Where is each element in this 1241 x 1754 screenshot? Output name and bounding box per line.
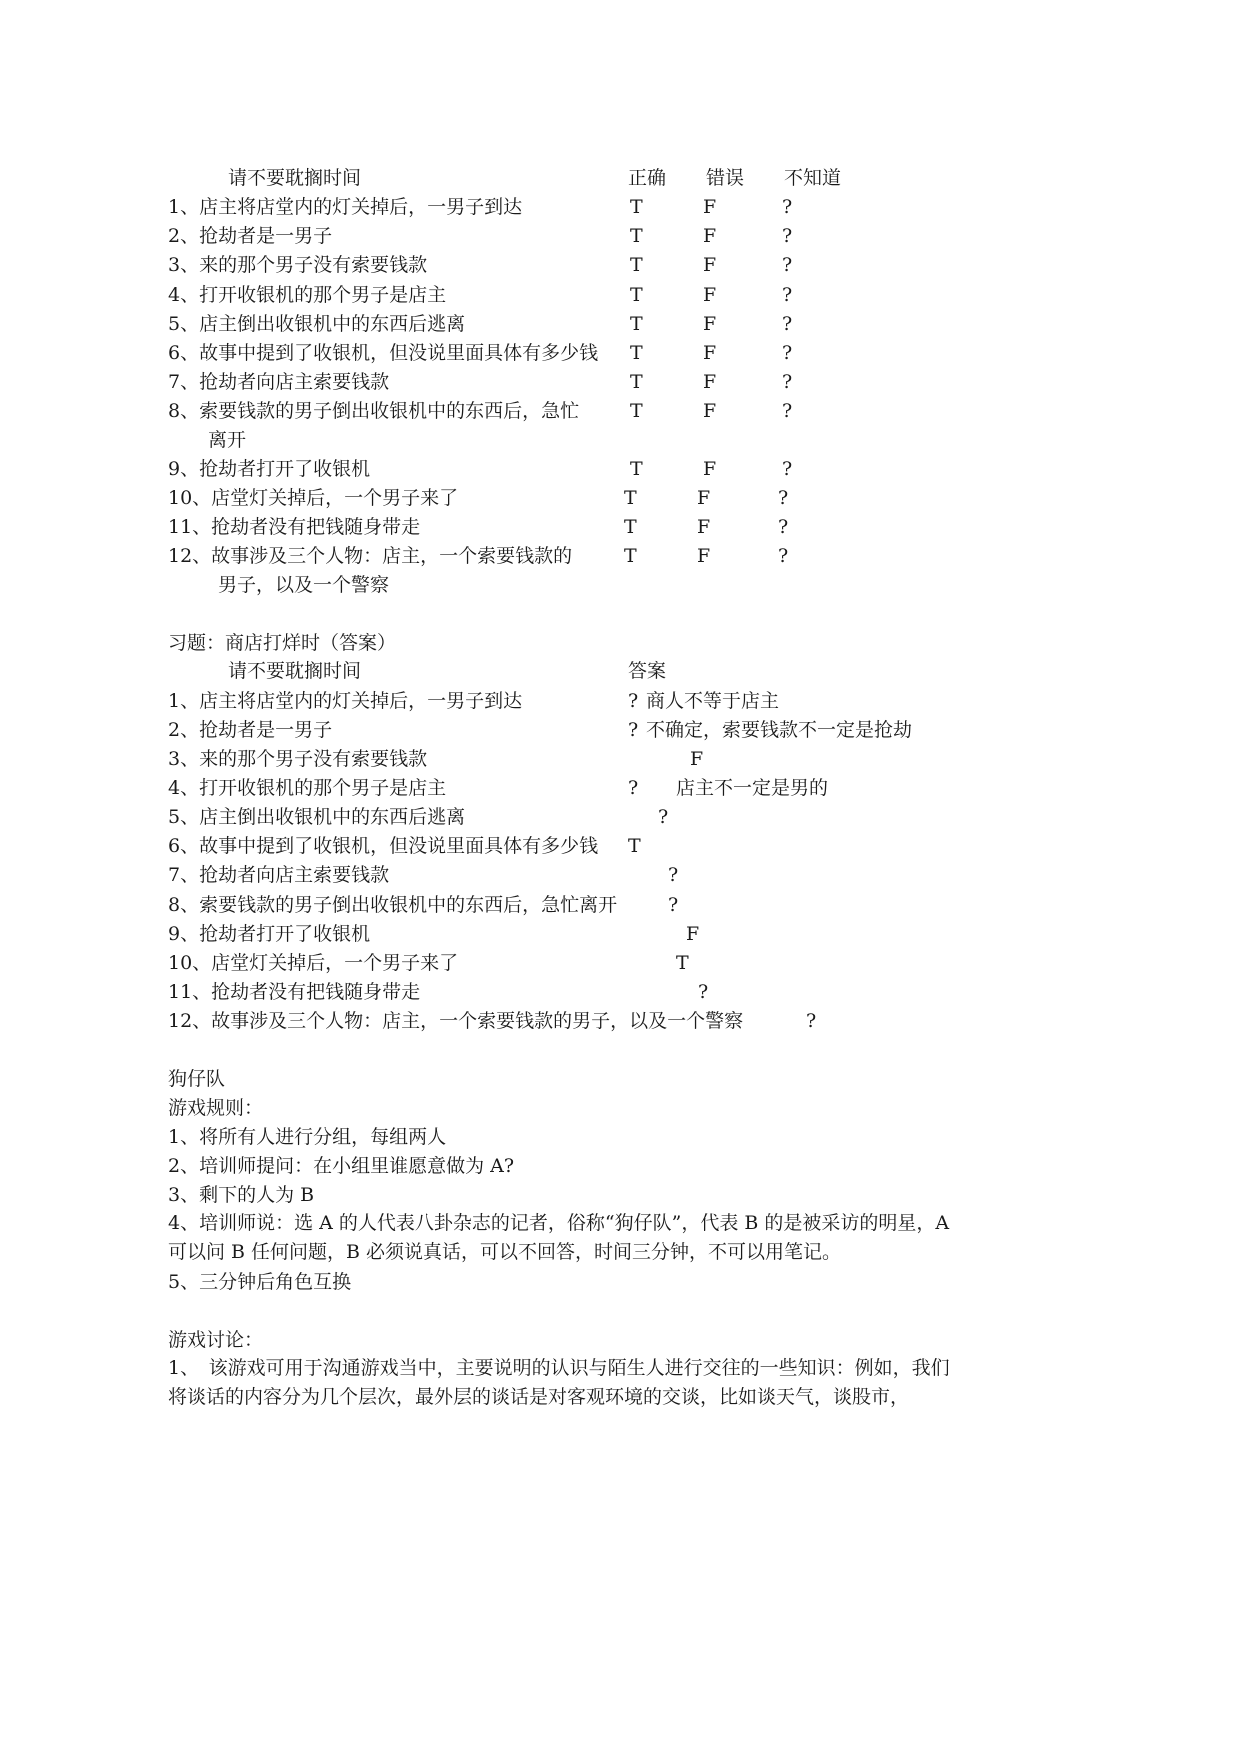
- option-false: F: [703, 254, 717, 276]
- answer-question: 8、索要钱款的男子倒出收银机中的东西后，急忙离开: [168, 894, 618, 916]
- answer-value: ?: [628, 719, 639, 741]
- quiz-question: 10、店堂灯关掉后，一个男子来了: [168, 487, 459, 509]
- option-unknown: ?: [778, 487, 789, 509]
- option-false: F: [697, 487, 711, 509]
- answer-question: 4、打开收银机的那个男子是店主: [168, 777, 447, 799]
- option-unknown: ?: [782, 458, 793, 480]
- option-false: F: [703, 196, 717, 218]
- option-unknown: ?: [782, 371, 793, 393]
- option-true: T: [630, 284, 643, 306]
- quiz-question: 5、店主倒出收银机中的东西后逃离: [168, 313, 466, 335]
- rule-item: 3、剩下的人为 B: [168, 1184, 315, 1206]
- quiz-question: 3、来的那个男子没有索要钱款: [168, 254, 428, 276]
- answer-question: 2、抢劫者是一男子: [168, 719, 333, 741]
- option-false: F: [703, 342, 717, 364]
- answer-value: ?: [658, 806, 669, 828]
- quiz-question: 9、抢劫者打开了收银机: [168, 458, 371, 480]
- quiz-question: 7、抢劫者向店主索要钱款: [168, 371, 390, 393]
- quiz-question: 6、故事中提到了收银机，但没说里面具体有多少钱: [168, 342, 599, 364]
- answers-subtitle: 请不要耽搁时间: [228, 660, 362, 682]
- answer-question: 3、来的那个男子没有索要钱款: [168, 748, 428, 770]
- answer-question: 6、故事中提到了收银机，但没说里面具体有多少钱: [168, 835, 599, 857]
- game-title: 狗仔队: [168, 1068, 226, 1090]
- answer-question: 12、故事涉及三个人物：店主，一个索要钱款的男子，以及一个警察: [168, 1010, 744, 1032]
- rule-item: 1、将所有人进行分组，每组两人: [168, 1126, 447, 1148]
- option-true: T: [630, 313, 643, 335]
- option-unknown: ?: [778, 545, 789, 567]
- rule-item: 2、培训师提问：在小组里谁愿意做为 A?: [168, 1155, 515, 1177]
- option-false: F: [697, 545, 711, 567]
- answer-value: ?: [668, 864, 679, 886]
- answer-value: ?: [806, 1010, 817, 1032]
- option-true: T: [630, 400, 643, 422]
- rule-item: 5、三分钟后角色互换: [168, 1271, 352, 1293]
- option-true: T: [630, 225, 643, 247]
- discussion-paragraph: 1、 该游戏可用于沟通游戏当中，主要说明的认识与陌生人进行交往的一些知识：例如，我们将谈话的内容分为几个层次，最外层的谈话是对客观环境的交谈，比如谈天气，谈股市，: [168, 1357, 950, 1408]
- answer-question: 11、抢劫者没有把钱随身带走: [168, 981, 421, 1003]
- answer-question: 9、抢劫者打开了收银机: [168, 923, 371, 945]
- option-unknown: ?: [782, 342, 793, 364]
- option-false: F: [703, 400, 717, 422]
- answer-value: ?: [628, 777, 639, 799]
- option-true: T: [630, 342, 643, 364]
- option-true: T: [630, 371, 643, 393]
- option-true: T: [624, 516, 637, 538]
- answer-value: ?: [628, 690, 639, 712]
- quiz-question: 8、索要钱款的男子倒出收银机中的东西后，急忙: [168, 400, 580, 422]
- header-wrong: 错误: [706, 167, 745, 189]
- answer-note: 不确定，索要钱款不一定是抢劫: [646, 719, 913, 741]
- answer-value: F: [686, 923, 700, 945]
- answer-note: 店主不一定是男的: [676, 777, 829, 799]
- rules-heading: 游戏规则：: [168, 1097, 264, 1119]
- option-false: F: [703, 225, 717, 247]
- option-unknown: ?: [778, 516, 789, 538]
- option-true: T: [630, 254, 643, 276]
- answer-question: 10、店堂灯关掉后，一个男子来了: [168, 952, 459, 974]
- answers-title: 习题：商店打烊时（答案）: [168, 632, 397, 654]
- answer-question: 1、店主将店堂内的灯关掉后，一男子到达: [168, 690, 523, 712]
- answer-value: T: [676, 952, 689, 974]
- header-unknown: 不知道: [784, 167, 842, 189]
- quiz-question: 4、打开收银机的那个男子是店主: [168, 284, 447, 306]
- quiz-question: 11、抢劫者没有把钱随身带走: [168, 516, 421, 538]
- quiz-question-continued: 离开: [208, 429, 247, 451]
- option-unknown: ?: [782, 284, 793, 306]
- option-false: F: [703, 284, 717, 306]
- option-unknown: ?: [782, 313, 793, 335]
- quiz-question: 12、故事涉及三个人物：店主，一个索要钱款的: [168, 545, 573, 567]
- option-true: T: [624, 487, 637, 509]
- header-correct: 正确: [628, 167, 667, 189]
- quiz-question: 1、店主将店堂内的灯关掉后，一男子到达: [168, 196, 523, 218]
- quiz-question: 2、抢劫者是一男子: [168, 225, 333, 247]
- option-unknown: ?: [782, 400, 793, 422]
- option-false: F: [703, 458, 717, 480]
- option-unknown: ?: [782, 254, 793, 276]
- option-false: F: [697, 516, 711, 538]
- answer-value: F: [690, 748, 704, 770]
- quiz-subtitle: 请不要耽搁时间: [228, 167, 362, 189]
- answer-note: 商人不等于店主: [646, 690, 780, 712]
- answer-value: T: [628, 835, 641, 857]
- option-true: T: [624, 545, 637, 567]
- rule-item: 4、培训师说：选 A 的人代表八卦杂志的记者，俗称“狗仔队”，代表 B 的是被采访的明星，A 可以问 B 任何问题，B 必须说真话，可以不回答，时间三分钟，不可以用笔记。: [168, 1212, 950, 1263]
- option-unknown: ?: [782, 196, 793, 218]
- option-false: F: [703, 313, 717, 335]
- answer-value: ?: [698, 981, 709, 1003]
- option-true: T: [630, 458, 643, 480]
- answer-question: 5、店主倒出收银机中的东西后逃离: [168, 806, 466, 828]
- answer-question: 7、抢劫者向店主索要钱款: [168, 864, 390, 886]
- answer-value: ?: [668, 894, 679, 916]
- option-false: F: [703, 371, 717, 393]
- option-true: T: [630, 196, 643, 218]
- option-unknown: ?: [782, 225, 793, 247]
- answers-header: 答案: [628, 660, 667, 682]
- discussion-heading: 游戏讨论：: [168, 1329, 264, 1351]
- quiz-question-continued: 男子，以及一个警察: [218, 574, 390, 596]
